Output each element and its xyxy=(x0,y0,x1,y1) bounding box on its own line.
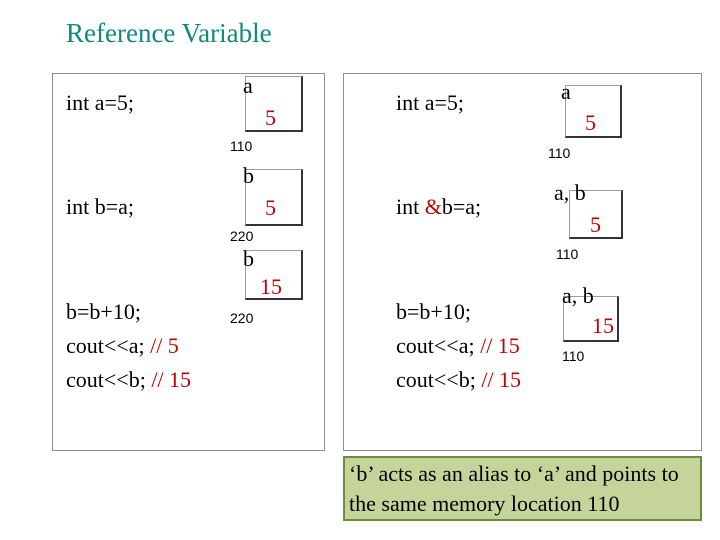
left-cell-b2-label: b xyxy=(243,246,254,271)
right-cell-a-label: a xyxy=(561,79,571,104)
right-print-a-code: cout<<a; xyxy=(396,333,475,358)
page-title: Reference Variable xyxy=(66,18,272,48)
right-print-b-code: cout<<b; xyxy=(396,367,476,392)
left-cell-a-value: 5 xyxy=(265,105,276,130)
right-stmt-increment: b=b+10; xyxy=(396,299,471,324)
left-cell-a-label: a xyxy=(243,73,253,98)
right-declare-ref-ampersand: & xyxy=(424,194,442,219)
right-declare-ref-type: int xyxy=(396,194,425,219)
right-cell-a-value: 5 xyxy=(585,110,596,135)
left-cell-b1-value: 5 xyxy=(265,195,276,220)
left-cell-b2-value: 15 xyxy=(260,274,282,299)
left-print-a-comment: // 5 xyxy=(150,333,179,358)
right-stmt-declare-ref xyxy=(396,190,481,224)
left-stmt-print-b xyxy=(66,363,191,397)
left-stmt-declare-a: int a=5; xyxy=(66,90,135,115)
left-stmt-declare-b: int b=a; xyxy=(66,194,135,219)
right-cell-ab1-value: 5 xyxy=(590,212,601,237)
left-print-b-code: cout<<b; xyxy=(66,367,146,392)
right-cell-ab1-label: a, b xyxy=(554,180,586,205)
right-cell-ab2-label: a, b xyxy=(562,283,594,308)
right-print-b-comment: // 15 xyxy=(481,367,522,392)
right-cell-a-address: 110 xyxy=(548,145,571,161)
right-cell-ab2-value: 15 xyxy=(592,313,614,338)
right-print-a-comment: // 15 xyxy=(480,333,520,358)
left-print-a-code: cout<<a; xyxy=(66,333,145,358)
left-stmt-print-a xyxy=(66,329,179,363)
right-stmt-declare-a: int a=5; xyxy=(396,90,465,115)
left-cell-a-address: 110 xyxy=(230,138,253,154)
left-stmt-increment: b=b+10; xyxy=(66,299,141,324)
right-cell-ab2-address: 110 xyxy=(562,348,585,364)
left-cell-b2-address: 220 xyxy=(230,310,254,326)
alias-note: ‘b’ acts as an alias to ‘a’ and points to the same memory location 110 xyxy=(343,456,702,521)
right-stmt-print-a xyxy=(396,329,520,363)
left-cell-b1-label: b xyxy=(243,163,254,188)
right-cell-ab1-address: 110 xyxy=(556,246,579,262)
left-cell-b1-address: 220 xyxy=(230,228,254,244)
left-print-b-comment: // 15 xyxy=(151,367,192,392)
right-stmt-print-b xyxy=(396,363,521,397)
right-declare-ref-rest: b=a; xyxy=(441,194,482,219)
